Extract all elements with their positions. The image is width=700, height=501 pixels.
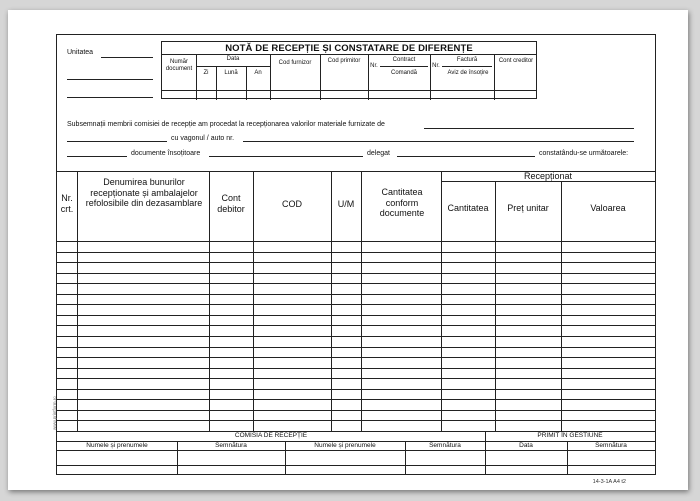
col-price-header: Preț unitar [507, 203, 549, 213]
delegate-field[interactable] [397, 156, 535, 157]
nr-contract-label: Nr. [370, 63, 378, 69]
form-sheet [8, 10, 688, 490]
col-qty-docs-header: Cantitatea conform documente [379, 187, 425, 218]
table-row[interactable] [57, 294, 655, 295]
col-qty-header: Cantitatea [447, 203, 489, 213]
header-box [161, 41, 537, 99]
management-header: PRIMIT ÎN GESTIUNE [537, 432, 603, 439]
table-row[interactable] [57, 357, 655, 358]
col-debit-header: Cont debitor [217, 193, 245, 214]
table-row[interactable] [57, 399, 655, 400]
table-row[interactable] [57, 252, 655, 253]
contract-header: Contract [392, 57, 416, 63]
waybill-header: Aviz de însoțire [447, 70, 489, 76]
table-row[interactable] [57, 368, 655, 369]
supplier-field-2[interactable] [67, 141, 167, 142]
doc-number-header: Număr document [165, 59, 193, 72]
receiver-code-header: Cod primitor [327, 58, 361, 64]
credit-account-header: Cont creditor [498, 58, 534, 64]
vehicle-field[interactable] [243, 141, 634, 142]
unit-label: Unitatea [67, 49, 94, 56]
form-frame [56, 34, 656, 475]
table-row[interactable] [57, 273, 655, 274]
table-row[interactable] [57, 262, 655, 263]
statement-delegate-label: delegat [367, 150, 390, 157]
footer-name-2: Numele și prenumele [314, 442, 376, 449]
table-row[interactable] [57, 347, 655, 348]
docs-field-b[interactable] [209, 156, 363, 157]
table-row[interactable] [57, 304, 655, 305]
unit-field-3[interactable] [67, 97, 153, 98]
table-row[interactable] [57, 389, 655, 390]
table-row[interactable] [57, 283, 655, 284]
table-row[interactable] [57, 325, 655, 326]
unit-field-1[interactable] [101, 57, 153, 58]
statement-line-1: Subsemnații membrii comisiei de recepție am procedat la recepționarea valorilor materiale furnizate de [67, 121, 385, 128]
col-name-header: Denumirea bunurilor recepționate și ambalajelor refolosibile din dezasamblare [85, 177, 203, 208]
footer-sign-2: Semnătura [429, 442, 461, 449]
supplier-field[interactable] [424, 128, 634, 129]
statement-line-2: cu vagonul / auto nr. [171, 135, 235, 142]
date-header: Data [226, 56, 240, 62]
unit-field-2[interactable] [67, 79, 153, 80]
table-row[interactable] [57, 410, 655, 411]
footer-sign-3: Semnătura [595, 442, 627, 449]
form-title: NOTĂ DE RECEPȚIE ȘI CONSTATARE DE DIFERENȚE [225, 43, 473, 54]
table-row[interactable] [57, 336, 655, 337]
side-url: www.printform.ro [52, 396, 57, 430]
col-cod-header: COD [282, 199, 302, 209]
table-row[interactable] [57, 420, 655, 421]
col-um-header: U/M [337, 199, 355, 209]
statement-docs-label: documente însoțitoare [131, 150, 201, 157]
table-row[interactable] [57, 378, 655, 379]
supplier-code-header: Cod furnizor [278, 60, 312, 66]
footer-sign-1: Semnătura [215, 442, 247, 449]
commission-header: COMISIA DE RECEPȚIE [234, 432, 308, 439]
table-row[interactable] [57, 315, 655, 316]
footer-date: Data [519, 442, 533, 449]
day-header: Zi [203, 70, 209, 76]
year-header: An [254, 70, 262, 76]
col-nr-header: Nr. crt. [60, 193, 74, 214]
order-header: Comandă [390, 70, 417, 76]
form-code: 14-3-1A A4 t2 [592, 479, 626, 485]
month-header: Lună [224, 70, 238, 76]
nr-invoice-label: Nr. [432, 63, 440, 69]
invoice-header: Factură [456, 57, 478, 63]
statement-end: constatându-se următoarele: [539, 150, 629, 157]
docs-field-a[interactable] [67, 156, 127, 157]
footer-name-1: Numele și prenumele [86, 442, 148, 449]
table-row[interactable] [57, 241, 655, 242]
received-group-header: Recepționat [523, 171, 573, 181]
col-value-header: Valoarea [590, 203, 626, 213]
